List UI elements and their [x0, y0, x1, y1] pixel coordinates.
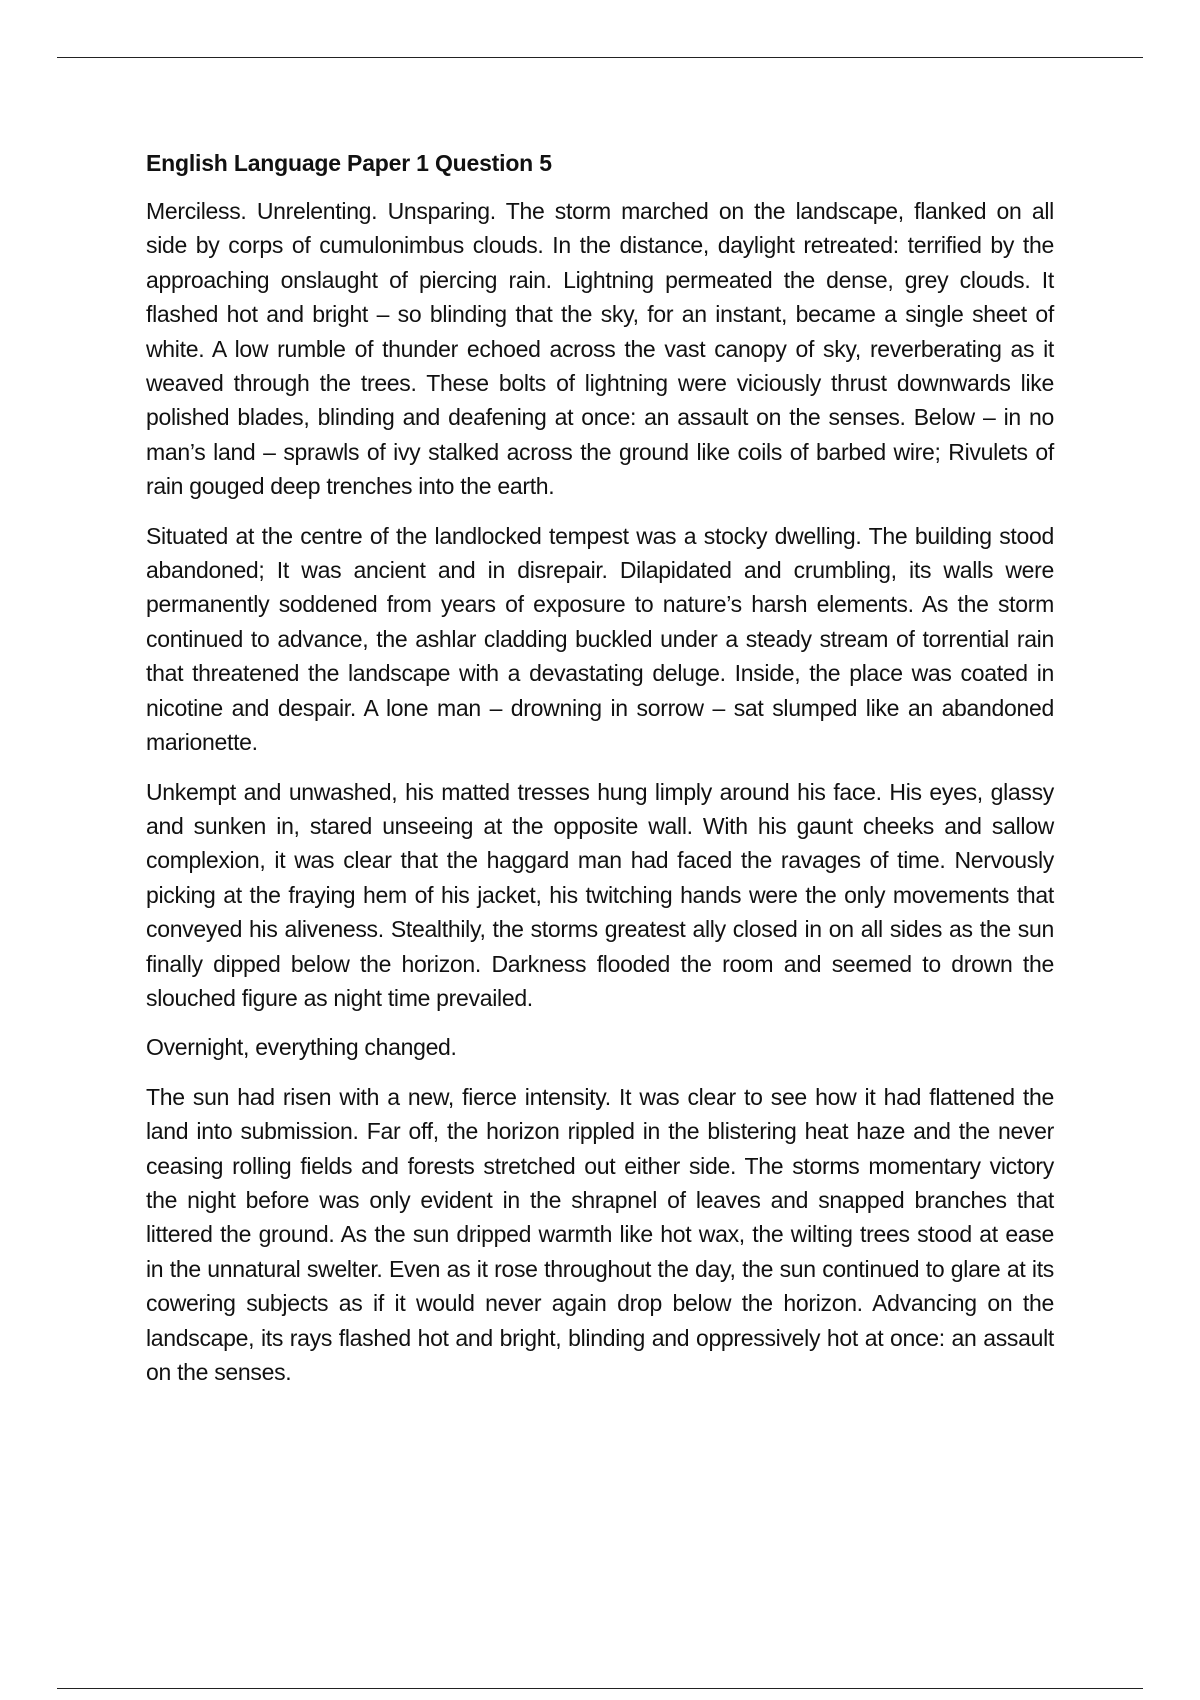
paragraph-storm: Merciless. Unrelenting. Unsparing. The storm marched on the landscape, flanked on all side by corps of cumulonimbus clouds. In the distance, daylight retreated: terrified by the approaching onslaught of piercing rain. Lightning permeated the dense, grey clouds. It flashed hot and bright – so blinding that the sky, for an instant, became a single sheet of white. A low rumble of thunder echoed across the vast canopy of sky, reverberating as it weaved through the trees. These bolts of lightning were viciously thrust downwards like polished blades, blinding and deafening at once: an assault on the senses. Below – in no man’s land – sprawls of ivy stalked across the ground like coils of barbed wire; Rivulets of rain gouged deep trenches into the earth.	[146, 198, 1054, 500]
footer-rule	[57, 1688, 1143, 1689]
paragraph-overnight: Overnight, everything changed.	[146, 1034, 457, 1061]
paragraph-man: Unkempt and unwashed, his matted tresses hung limply around his face. His eyes, glassy and sunken in, stared unseeing at the opposite wall. With his gaunt cheeks and sallow complexion, it was clear that the haggard man had faced the ravages of time. Nervously picking at the fraying hem of his jacket, his twitching hands were the only movements that conveyed his aliveness. Stealthily, the storms greatest ally closed in on all sides as the sun finally dipped below the horizon. Darkness flooded the room and seemed to drown the slouched figure as night time prevailed.	[146, 778, 1054, 1011]
paragraph-sun: The sun had risen with a new, fierce intensity. It was clear to see how it had flattened the land into submission. Far off, the horizon rippled in the blistering heat haze and the never ceasing rolling fields and forests stretched out either side. The storms momentary victory the night before was only evident in the shrapnel of leaves and snapped branches that littered the ground. As the sun dripped warmth like hot wax, the wilting trees stood at ease in the unnatural swelter. Even as it rose throughout the day, the sun continued to glare at its cowering subjects as if it would never again drop below the horizon. Advancing on the landscape, its rays flashed hot and bright, blinding and oppressively hot at once: an assault on the senses.	[146, 1083, 1054, 1385]
document-title: English Language Paper 1 Question 5	[146, 150, 552, 176]
paragraph-dwelling: Situated at the centre of the landlocked tempest was a stocky dwelling. The building stood abandoned; It was ancient and in disrepair. Dilapidated and crumbling, its walls were permanently soddened from years of exposure to nature’s harsh elements. As the storm continued to advance, the ashlar cladding buckled under a steady stream of torrential rain that threatened the landscape with a devastating deluge. Inside, the place was coated in nicotine and despair. A lone man – drowning in sorrow – sat slumped like an abandoned marionette.	[146, 522, 1054, 756]
header-rule	[57, 57, 1143, 58]
document-body	[146, 146, 1054, 1404]
